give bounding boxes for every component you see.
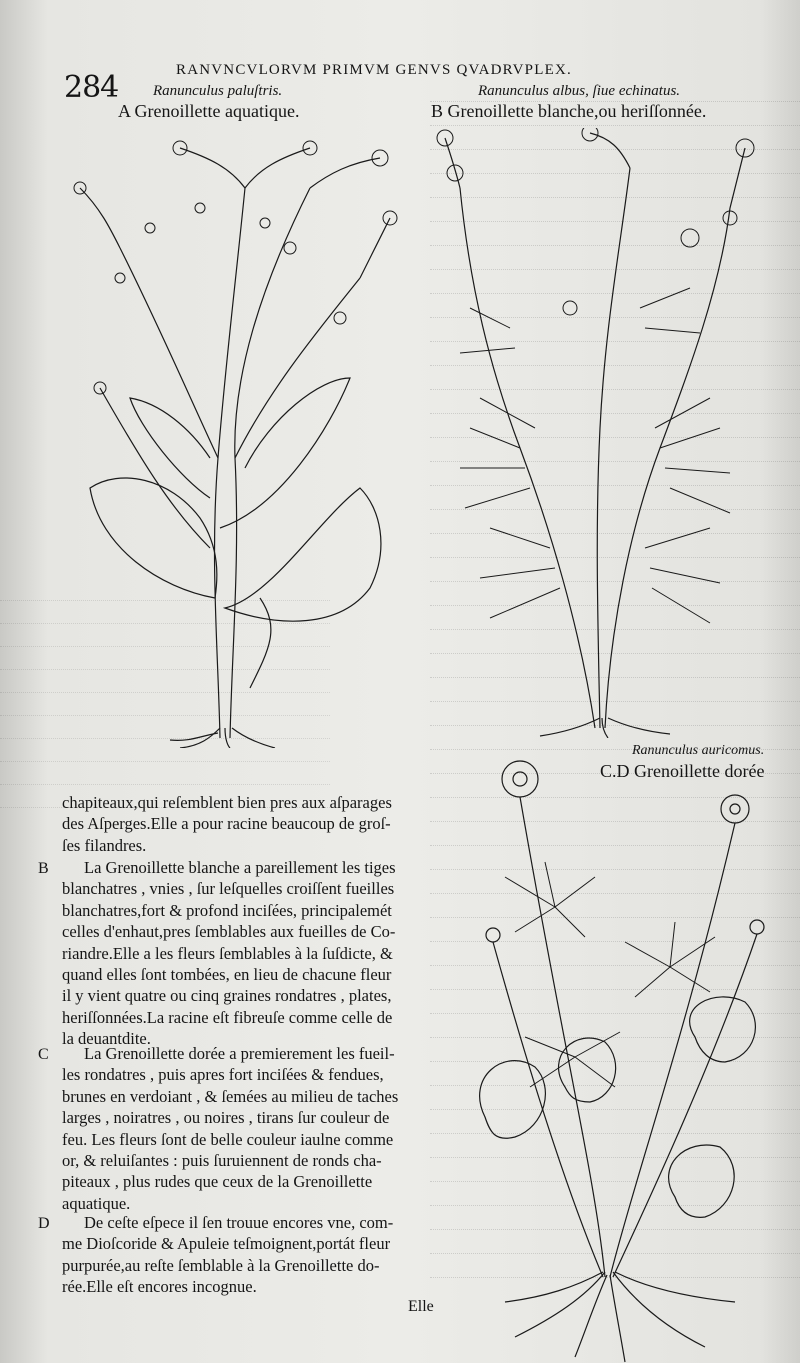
catchword: Elle [408, 1298, 434, 1315]
text-line: la deuantdite. [62, 1029, 151, 1049]
text-line: ſes filandres. [62, 835, 147, 855]
paragraph-d [62, 1212, 394, 1298]
figure-c-latin-name: Ranunculus auricomus. [632, 743, 765, 758]
text-line: blanchatres,fort & profond inciſées, principalemét [62, 900, 392, 920]
paragraph-c [62, 1043, 399, 1214]
intro-text [62, 792, 392, 856]
figure-a-latin-name: Ranunculus paluſtris. [153, 83, 283, 99]
figure-b-caption: B Grenoillette blanche,ou heriſſonnée. [431, 101, 707, 121]
text-line: riandre.Elle a les fleurs ſemblables à la ſuſdicte, & [62, 943, 393, 963]
paragraph-letter-d: D [38, 1215, 50, 1232]
paragraph-letter-c: C [38, 1046, 49, 1063]
plant-illustration-a [60, 128, 410, 748]
text-line: aquatique. [62, 1193, 131, 1213]
text-line: purpurée,au reſte ſemblable à la Grenoillette do- [62, 1255, 380, 1275]
text-line: larges , noiratres , ou noires , tirans ſur couleur de [62, 1108, 390, 1128]
text-line: chapiteaux,qui reſemblent bien pres aux aſparages [62, 793, 392, 812]
text-line: blanchatres , vnies , ſur leſquelles croiſſent fueilles [62, 879, 395, 899]
page-number: 284 [64, 70, 119, 105]
text-line: rée.Elle eſt encores incognue. [62, 1277, 257, 1297]
text-line: brunes en verdoiant , & ſemées au milieu de taches [62, 1086, 399, 1106]
text-line: les rondatres , puis apres fort inciſées & fendues, [62, 1065, 384, 1085]
figure-c-caption: C.D Grenoillette dorée [600, 761, 765, 781]
text-line: piteaux , plus rudes que ceux de la Grenoillette [62, 1172, 373, 1192]
text-line: heriſſonnées.La racine eſt fibreuſe comme celle de [62, 1007, 393, 1027]
text-line: La Grenoillette dorée a premierement les fueil- [84, 1044, 395, 1063]
text-line: il y vient quatre ou cinq graines rondatres , plates, [62, 986, 392, 1006]
text-line: me Dioſcoride & Apuleie teſmoignent,portát fleur [62, 1234, 391, 1254]
text-line: La Grenoillette blanche a pareillement les tiges [84, 858, 396, 877]
figure-b-latin-name: Ranunculus albus, ſiue echinatus. [478, 83, 681, 99]
figure-a-caption: A Grenoillette aquatique. [118, 101, 300, 121]
running-title: RANVNCVLORVM PRIMVM GENVS QVADRVPLEX. [176, 62, 572, 78]
text-line: feu. Les fleurs ſont de belle couleur iaulne comme [62, 1129, 394, 1149]
text-line: des Aſperges.Elle a pour racine beaucoup de groſ- [62, 814, 391, 834]
text-line: quand elles ſont tombées, en lieu de chacune fleur [62, 965, 392, 985]
text-line: or, & reluiſantes : puis ſuruiennent de ronds cha- [62, 1151, 382, 1171]
paragraph-b [62, 857, 396, 1050]
paragraph-letter-b: B [38, 860, 49, 877]
plant-illustration-c [445, 757, 780, 1363]
plant-illustration-b [430, 128, 765, 738]
text-line: De ceſte eſpece il ſen trouue encores vne, com- [84, 1213, 394, 1232]
text-line: celles d'enhaut,pres ſemblables aux fueilles de Co- [62, 922, 396, 942]
